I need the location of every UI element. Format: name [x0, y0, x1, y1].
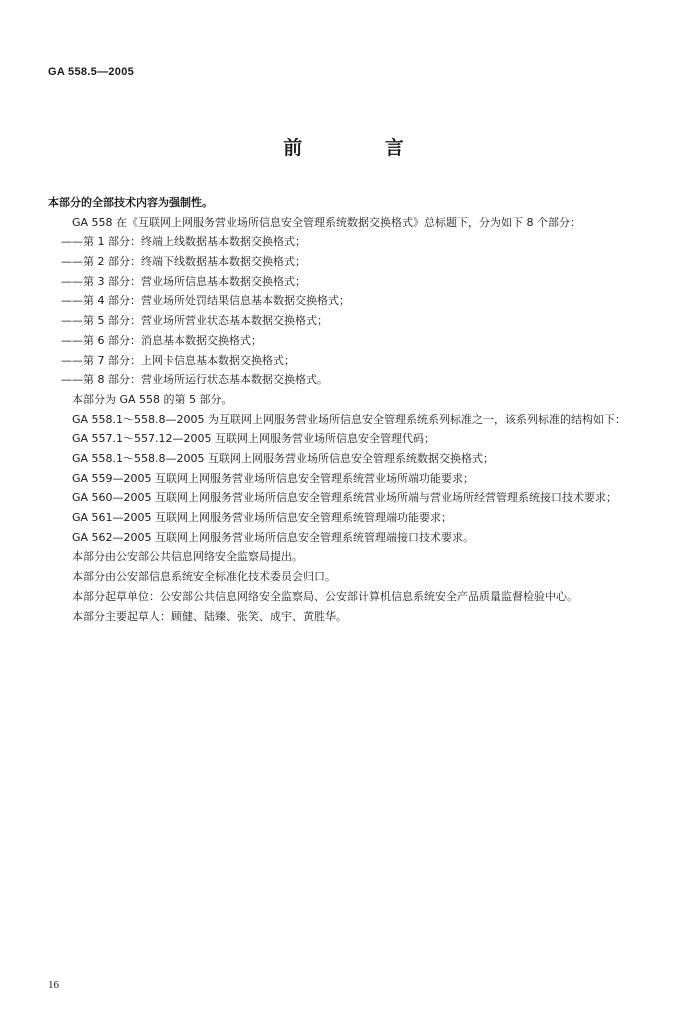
paragraph-structure-intro: GA 558 在《互联网上网服务营业场所信息安全管理系统数据交换格式》总标题下，分为如下 8 个部分：	[72, 215, 582, 229]
list-item-part-6: ——第 6 部分：消息基本数据交换格式；	[61, 333, 262, 347]
paragraph-proposed-by: 本部分由公安部公共信息网络安全监察局提出。	[72, 550, 303, 564]
list-item-part-7: ——第 7 部分：上网卡信息基本数据交换格式；	[61, 353, 295, 367]
list-item-part-1: ——第 1 部分：终端上线数据基本数据交换格式；	[61, 235, 306, 249]
document-body	[48, 193, 648, 626]
list-item-part-4: ——第 4 部分：营业场所处罚结果信息基本数据交换格式；	[61, 294, 350, 308]
standard-list-item: GA 561—2005 互联网上网服务营业场所信息安全管理系统管理端功能要求；	[72, 511, 453, 525]
standard-list-item: GA 562—2005 互联网上网服务营业场所信息安全管理系统管理端接口技术要求。	[72, 530, 475, 544]
standard-list-item: GA 557.1～557.12—2005 互联网上网服务营业场所信息安全管理代码；	[72, 432, 436, 446]
page-number: 16	[48, 979, 59, 991]
list-item-part-5: ——第 5 部分：营业场所营业状态基本数据交换格式；	[61, 314, 328, 328]
list-item-part-3: ——第 3 部分：营业场所信息基本数据交换格式；	[61, 274, 306, 288]
paragraph-drafters: 本部分主要起草人：顾健、陆臻、张笑、成宇、黄胜华。	[72, 609, 347, 623]
standard-list-item: GA 560—2005 互联网上网服务营业场所信息安全管理系统营业场所端与营业场所经营管理系统接口技术要求；	[72, 491, 618, 505]
list-item-part-8: ——第 8 部分：营业场所运行状态基本数据交换格式。	[61, 373, 328, 387]
page-title: 前 言	[283, 137, 442, 159]
paragraph-this-part: 本部分为 GA 558 的第 5 部分。	[72, 392, 233, 406]
standard-list-item: GA 558.1～558.8—2005 互联网上网服务营业场所信息安全管理系统数据交换格式；	[72, 451, 495, 465]
paragraph-series-intro: GA 558.1～558.8—2005 为互联网上网服务营业场所信息安全管理系统系列标准之一，该系列标准的结构如下：	[72, 412, 627, 426]
standard-list-item: GA 559—2005 互联网上网服务营业场所信息安全管理系统营业场所端功能要求；	[72, 471, 475, 485]
paragraph-drafting-units: 本部分起草单位：公安部公共信息网络安全监察局、公安部计算机信息系统安全产品质量监督检验中心。	[72, 589, 578, 603]
mandatory-statement: 本部分的全部技术内容为强制性。	[48, 196, 213, 209]
list-item-part-2: ——第 2 部分：终端下线数据基本数据交换格式；	[61, 255, 306, 269]
paragraph-administered-by: 本部分由公安部信息系统安全标准化技术委员会归口。	[72, 570, 336, 584]
standard-number: GA 558.5—2005	[48, 66, 135, 78]
